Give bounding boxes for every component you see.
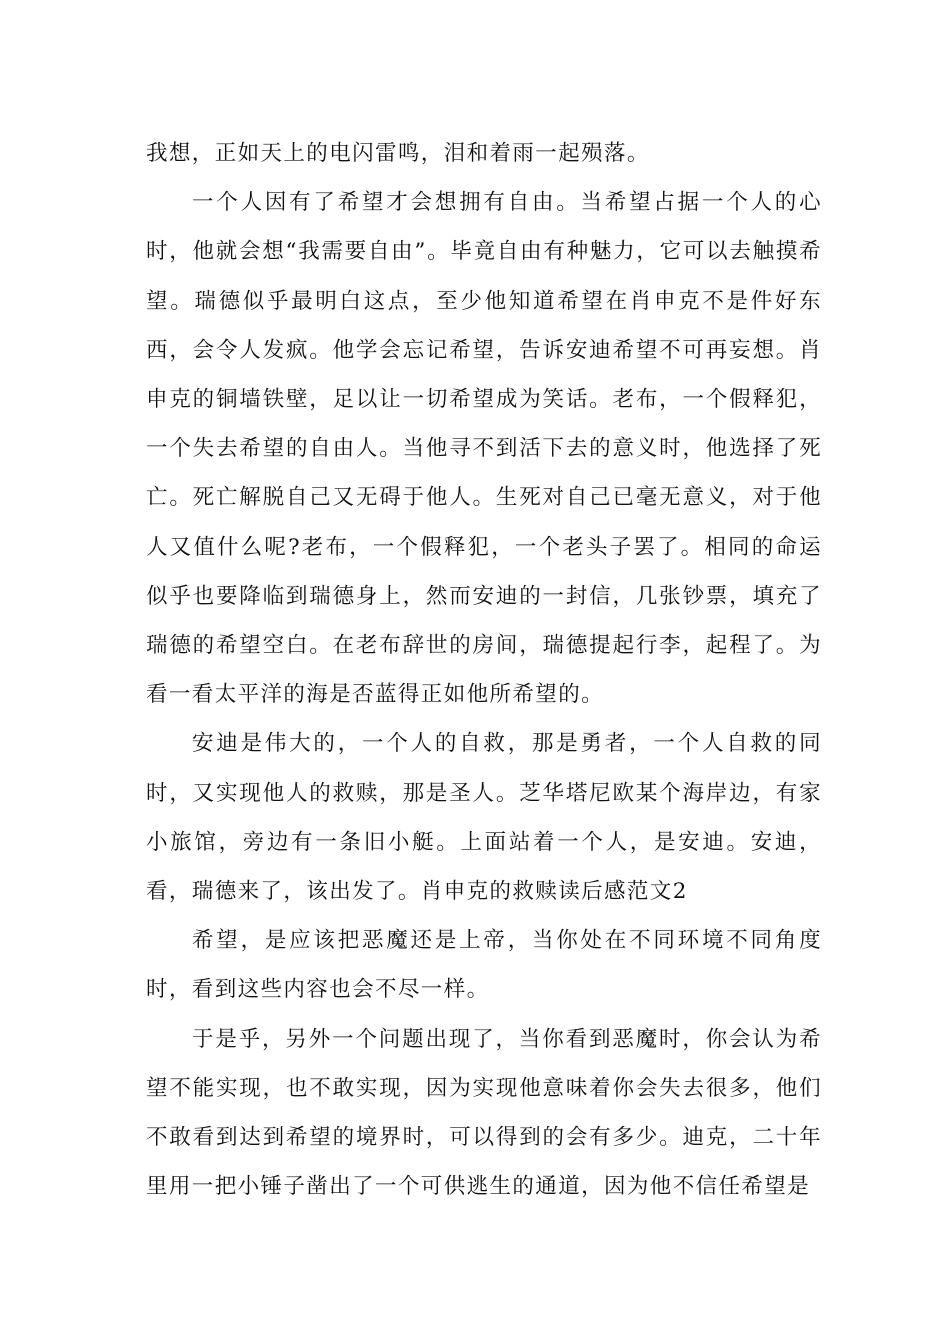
paragraph: 我想，正如天上的电闪雷鸣，泪和着雨一起殒落。 — [146, 141, 650, 166]
document-body — [146, 129, 822, 1211]
paragraph: 一个人因有了希望才会想拥有自由。当希望占据一个人的心时，他就会想“我需要自由”。毕竟自由有种魅力，它可以去触摸希望。瑞德似乎最明白这点，至少他知道希望在肖申克不是件好东西，会令人发疯。他学会忘记希望，告诉安迪希望不可再妄想。肖申克的铜墙铁壁，足以让一切希望成为笑话。老布，一个假释犯，一个失去希望的自由人。当他寻不到活下去的意义时，他选择了死亡。死亡解脱自己又无碍于他人。生死对自己已毫无意义，对于他人又值什么呢?老布，一个假释犯，一个老头子罢了。相同的命运似乎也要降临到瑞德身上，然而安迪的一封信，几张钞票，填充了瑞德的希望空白。在老布辞世的房间，瑞德提起行李，起程了。为看一看太平洋的海是否蓝得正如他所希望的。 — [146, 190, 822, 708]
paragraph: 安迪是伟大的，一个人的自救，那是勇者，一个人自救的同时，又实现他人的救赎，那是圣人。芝华塔尼欧某个海岸边，有家小旅馆，旁边有一条旧小艇。上面站着一个人，是安迪。安迪，看，瑞德来了，该出发了。肖申克的救赎读后感范文2 — [146, 731, 822, 905]
paragraph: 于是乎，另外一个问题出现了，当你看到恶魔时，你会认为希望不能实现，也不敢实现，因为实现他意味着你会失去很多，他们不敢看到达到希望的境界时，可以得到的会有多少。迪克，二十年里用一把小锤子凿出了一个可供逃生的通道，因为他不信任希望是 — [146, 1026, 822, 1200]
paragraph: 希望，是应该把恶魔还是上帝，当你处在不同环境不同角度时，看到这些内容也会不尽一样。 — [146, 928, 822, 1003]
